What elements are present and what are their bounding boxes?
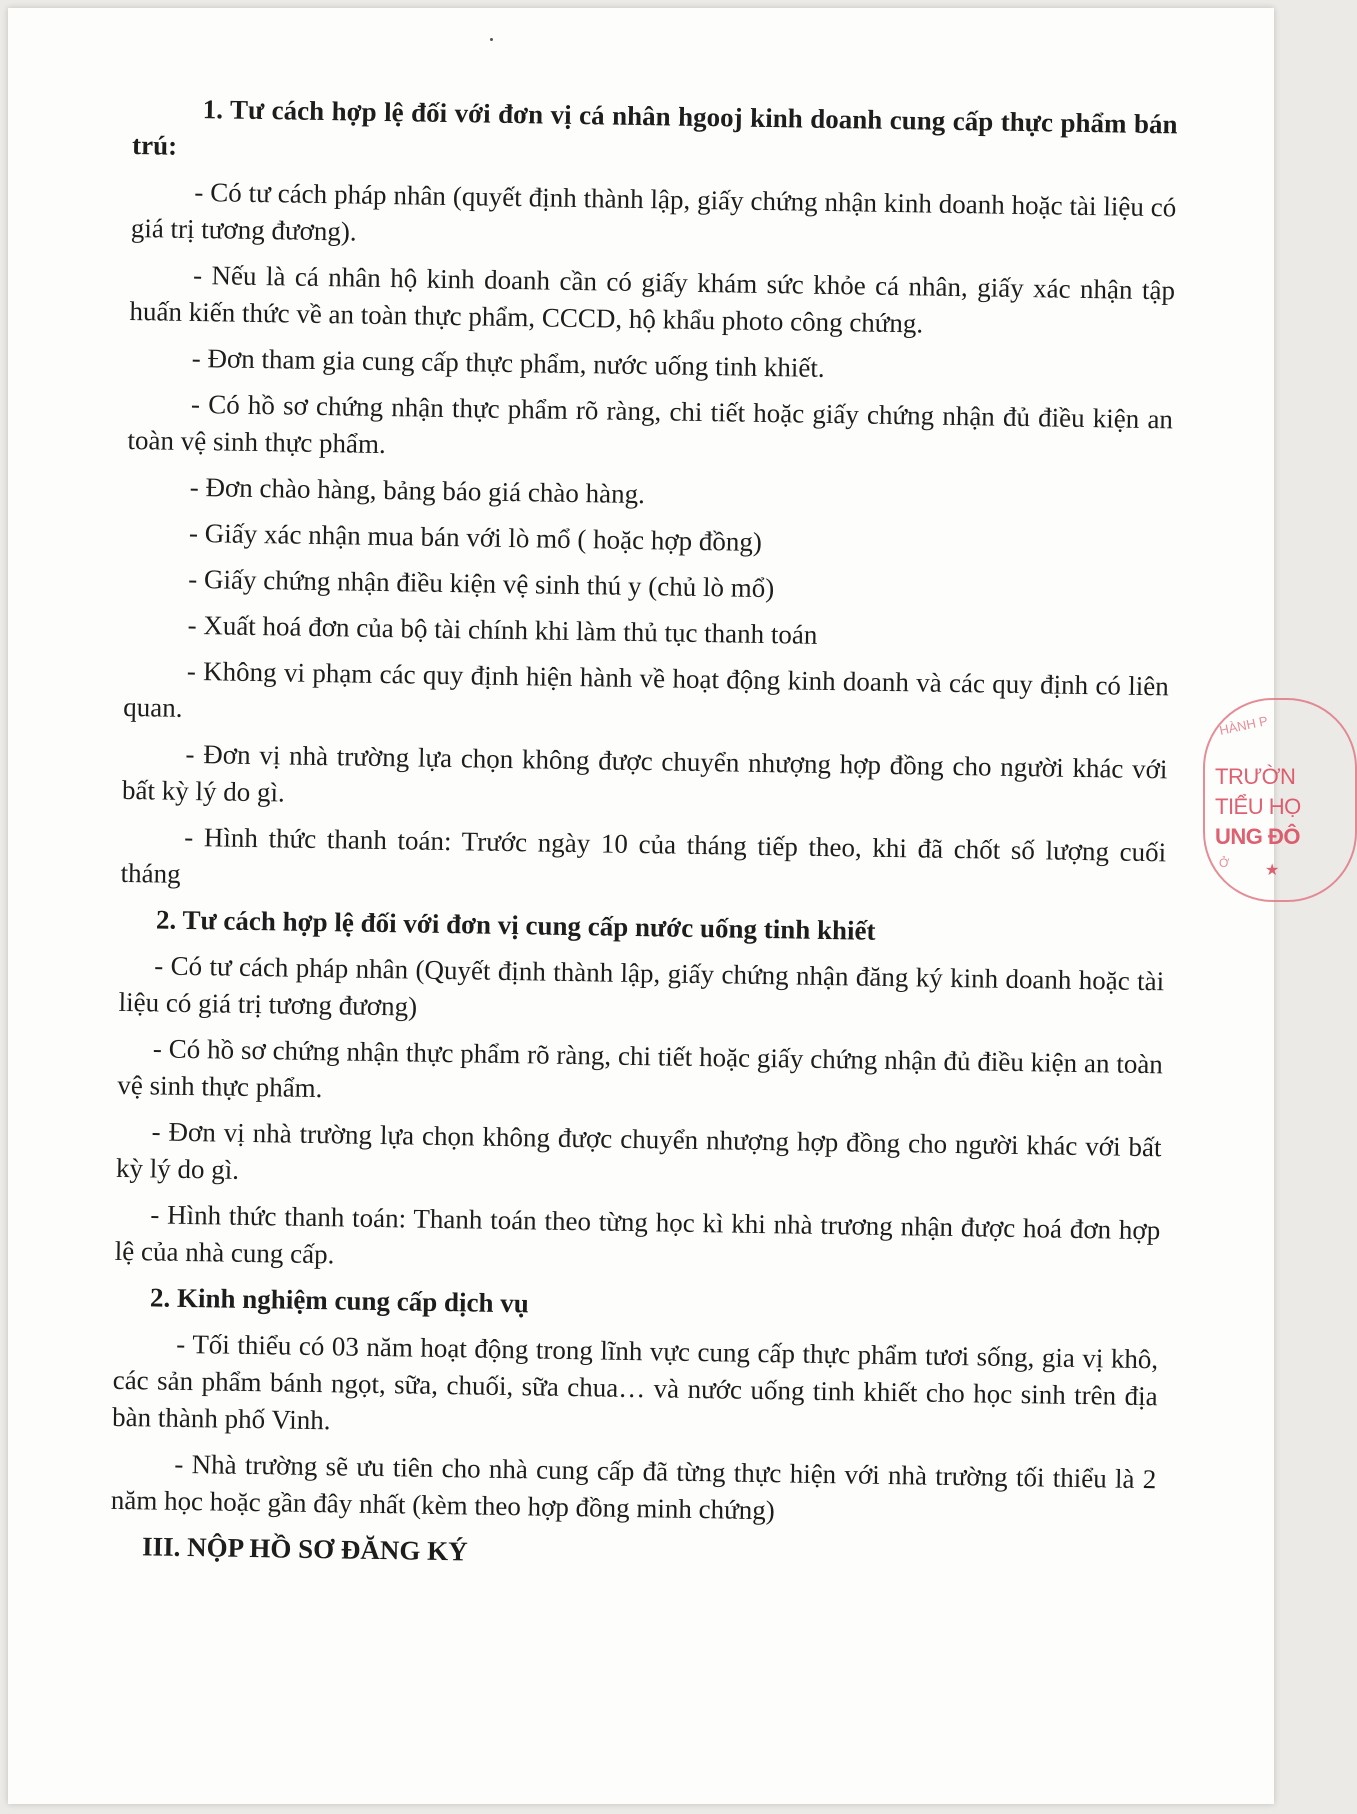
list-item: - Hình thức thanh toán: Thanh toán theo từng học kì khi nhà trương nhận được hoá đơn hợp lệ của nhà cung cấp. — [114, 1199, 1161, 1270]
section-heading-1: 1. Tư cách hợp lệ đối với đơn vị cá nhân hgooj kinh doanh cung cấp thực phẩm bán trú: — [131, 94, 1178, 161]
list-item: - Đơn chào hàng, bảng báo giá chào hàng. — [189, 471, 646, 510]
list-item: - Tối thiểu có 03 năm hoạt động trong lĩnh vực cung cấp thực phẩm tươi sống, gia vị khô, các sản phẩm bánh ngọt, sữa, chuối, sữa chua… và nước uống tinh khiết cho học sinh trên địa bàn thành phố Vinh. — [111, 1328, 1159, 1436]
list-item: - Giấy chứng nhận điều kiện vệ sinh thú y (chủ lò mổ) — [188, 563, 775, 604]
section-heading-4: III. NỘP HỒ SƠ ĐĂNG KÝ — [141, 1531, 468, 1567]
scan-speck — [490, 38, 493, 41]
list-item: - Có hồ sơ chứng nhận thực phẩm rõ ràng, chi tiết hoặc giấy chứng nhận đủ điều kiện an toàn vệ sinh thực phẩm. — [127, 388, 1174, 460]
list-item: - Có hồ sơ chứng nhận thực phẩm rõ ràng, chi tiết hoặc giấy chứng nhận đủ điều kiện an toàn vệ sinh thực phẩm. — [117, 1033, 1164, 1104]
stamp-line: UNG ĐÔ — [1215, 824, 1300, 849]
scanned-page — [8, 8, 1301, 1804]
list-item: - Nếu là cá nhân hộ kinh doanh cần có giấy khám sức khỏe cá nhân, giấy xác nhận tập huấn kiến thức về an toàn thực phẩm, CCCD, hộ khẩu photo công chứng. — [129, 259, 1176, 339]
stamp-line: TIỂU HỌ — [1215, 794, 1301, 819]
list-item: - Đơn vị nhà trường lựa chọn không được chuyển nhượng hợp đồng cho người khác với bất kỳ lý do gì. — [121, 738, 1168, 808]
star-icon: ★ — [1265, 862, 1280, 879]
list-item: - Có tư cách pháp nhân (Quyết định thành lập, giấy chứng nhận đăng ký kinh doanh hoặc tài liệu có giá trị tương đương) — [118, 950, 1165, 1022]
stamp-top-text: HÀNH P — [1217, 713, 1270, 738]
list-item: - Có tư cách pháp nhân (quyết định thành lập, giấy chứng nhận kinh doanh hoặc tài liệu có giá trị tương đương). — [130, 176, 1177, 247]
list-item: - Xuất hoá đơn của bộ tài chính khi làm thủ tục thanh toán — [187, 609, 818, 650]
list-item: - Đơn vị nhà trường lựa chọn không được chuyển nhượng hợp đồng cho người khác với bất kỳ lý do gì. — [115, 1116, 1162, 1185]
list-item: - Không vi phạm các quy định hiện hành về hoạt động kinh doanh và các quy định có liên quan. — [123, 655, 1169, 723]
school-stamp — [1203, 698, 1357, 902]
stamp-line: TRƯỜN — [1215, 764, 1296, 789]
list-item: - Hình thức thanh toán: Trước ngày 10 của tháng tiếp theo, khi đã chốt số lượng cuối tháng — [120, 821, 1167, 889]
stamp-bottom-text: Ở — [1219, 856, 1230, 870]
list-item: - Nhà trường sẽ ưu tiên cho nhà cung cấp đã từng thực hiện với nhà trường tối thiểu là 2 năm học hoặc gần đây nhất (kèm theo hợp đồng minh chứng) — [110, 1448, 1157, 1526]
document-body — [110, 90, 1178, 1581]
section-heading-3: 2. Kinh nghiệm cung cấp dịch vụ — [149, 1282, 530, 1319]
list-item: - Đơn tham gia cung cấp thực phẩm, nước uống tinh khiết. — [191, 342, 825, 383]
section-heading-2: 2. Tư cách hợp lệ đối với đơn vị cung cấp nước uống tinh khiết — [155, 904, 876, 946]
list-item: - Giấy xác nhận mua bán với lò mổ ( hoặc hợp đồng) — [188, 517, 763, 557]
